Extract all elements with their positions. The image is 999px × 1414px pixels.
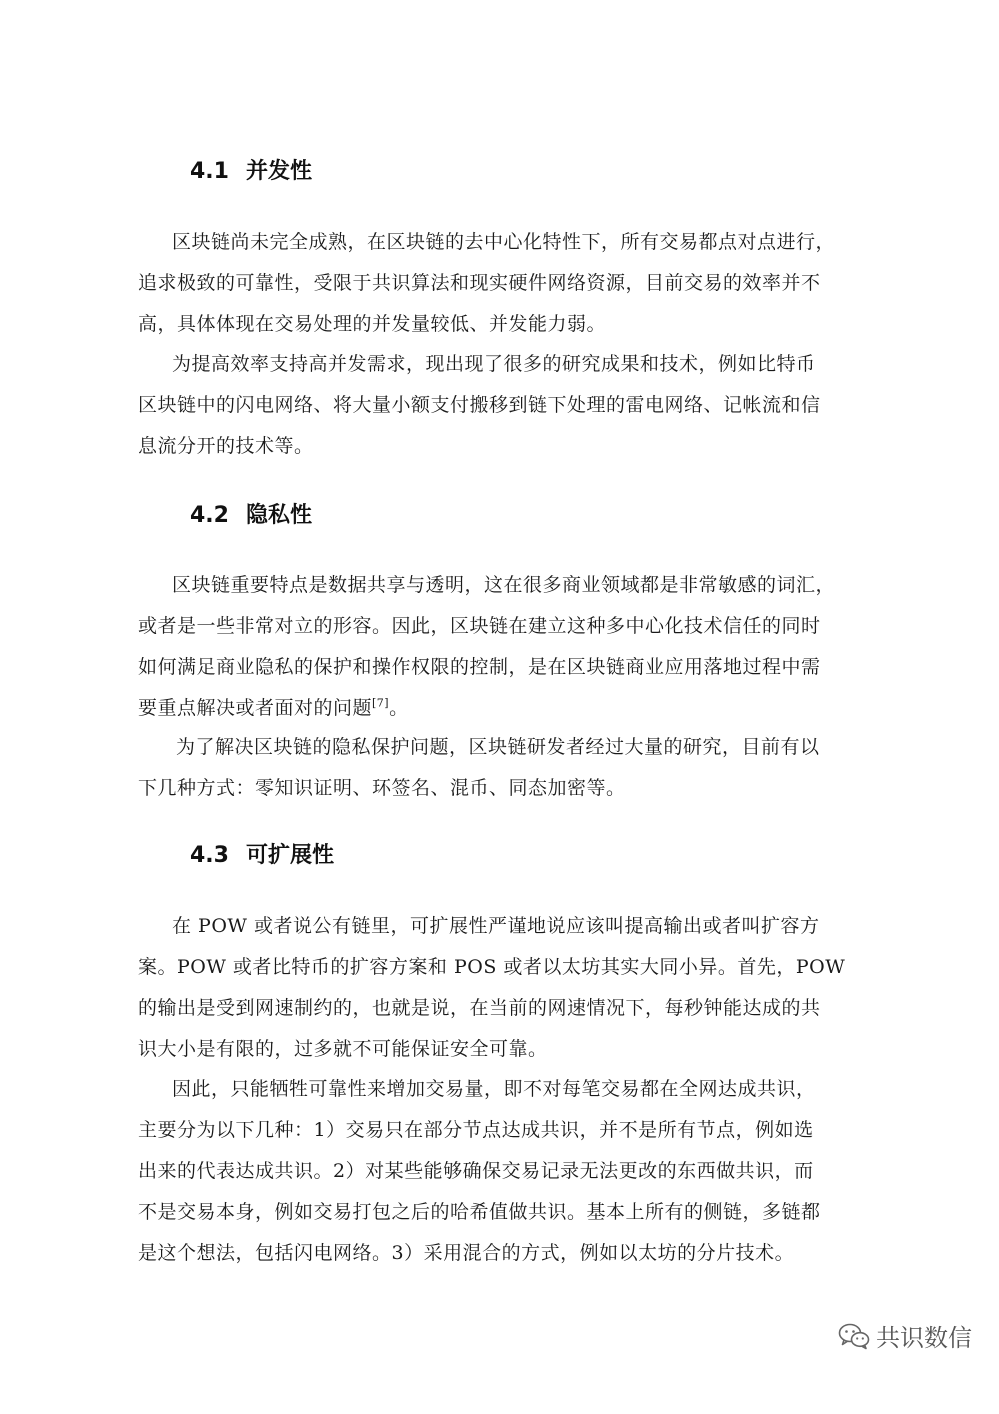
- text-line: 出来的代表达成共识。2）对某些能够确保交易记录无法更改的东西做共识，而: [138, 1160, 814, 1182]
- paragraph-4-2-2: [138, 727, 858, 809]
- text-line: 因此，只能牺牲可靠性来增加交易量，即不对每笔交易都在全网达成共识，: [172, 1078, 816, 1100]
- watermark: [838, 1318, 972, 1353]
- text-line: 区块链重要特点是数据共享与透明，这在很多商业领域都是非常敏感的词汇，: [172, 574, 836, 596]
- section-title: 并发性: [246, 159, 313, 184]
- wechat-icon: [838, 1322, 870, 1350]
- citation-ref[interactable]: [7]: [372, 696, 390, 710]
- section-title: 隐私性: [246, 503, 313, 528]
- text-line: 案。POW 或者比特币的扩容方案和 POS 或者以太坊其实大同小异。首先，POW: [138, 956, 846, 978]
- text-line: 如何满足商业隐私的保护和操作权限的控制，是在区块链商业应用落地过程中需: [138, 656, 821, 678]
- watermark-text: 共识数信: [876, 1324, 972, 1352]
- paragraph-4-3-1: [138, 906, 858, 1070]
- paragraph-4-1-2: [138, 344, 858, 467]
- text-line: 在 POW 或者说公有链里，可扩展性严谨地说应该叫提高输出或者叫扩容方: [172, 915, 820, 937]
- text-line: 不是交易本身，例如交易打包之后的哈希值做共识。基本上所有的侧链，多链都: [138, 1201, 821, 1223]
- section-title: 可扩展性: [246, 843, 335, 868]
- text-line: 息流分开的技术等。: [138, 435, 314, 457]
- text-line: 追求极致的可靠性，受限于共识算法和现实硬件网络资源，目前交易的效率并不: [138, 272, 821, 294]
- text-line: 是这个想法，包括闪电网络。3）采用混合的方式，例如以太坊的分片技术。: [138, 1242, 795, 1264]
- text-line: 为了解决区块链的隐私保护问题，区块链研发者经过大量的研究，目前有以: [176, 736, 820, 758]
- text-line: 的输出是受到网速制约的，也就是说，在当前的网速情况下，每秒钟能达成的共: [138, 997, 821, 1019]
- line-end-punct: 。: [389, 697, 409, 719]
- text-line: 下几种方式：零知识证明、环签名、混币、同态加密等。: [138, 777, 626, 799]
- section-number: 4.3: [190, 843, 229, 868]
- section-number: 4.1: [190, 159, 229, 184]
- text-line: 区块链中的闪电网络、将大量小额支付搬移到链下处理的雷电网络、记帐流和信: [138, 394, 821, 416]
- text-line: 区块链尚未完全成熟，在区块链的去中心化特性下，所有交易都点对点进行，: [172, 231, 836, 253]
- text-line: 高，具体体现在交易处理的并发量较低、并发能力弱。: [138, 313, 607, 335]
- paragraph-4-3-2: [138, 1069, 858, 1274]
- text-line-with-citation: [138, 688, 858, 729]
- text-line: 识大小是有限的，过多就不可能保证安全可靠。: [138, 1038, 548, 1060]
- section-heading-4-3: [190, 841, 334, 871]
- text-line: 为提高效率支持高并发需求，现出现了很多的研究成果和技术，例如比特币: [172, 353, 816, 375]
- section-heading-4-2: [190, 501, 312, 531]
- text-line: 主要分为以下几种：1）交易只在部分节点达成共识，并不是所有节点，例如选: [138, 1119, 814, 1141]
- paragraph-4-2-1: [138, 565, 858, 729]
- paragraph-4-1-1: [138, 222, 858, 345]
- text-line: 要重点解决或者面对的问题: [138, 697, 373, 719]
- text-line: 或者是一些非常对立的形容。因此，区块链在建立这种多中心化技术信任的同时: [138, 615, 821, 637]
- section-heading-4-1: [190, 157, 312, 187]
- section-number: 4.2: [190, 503, 229, 528]
